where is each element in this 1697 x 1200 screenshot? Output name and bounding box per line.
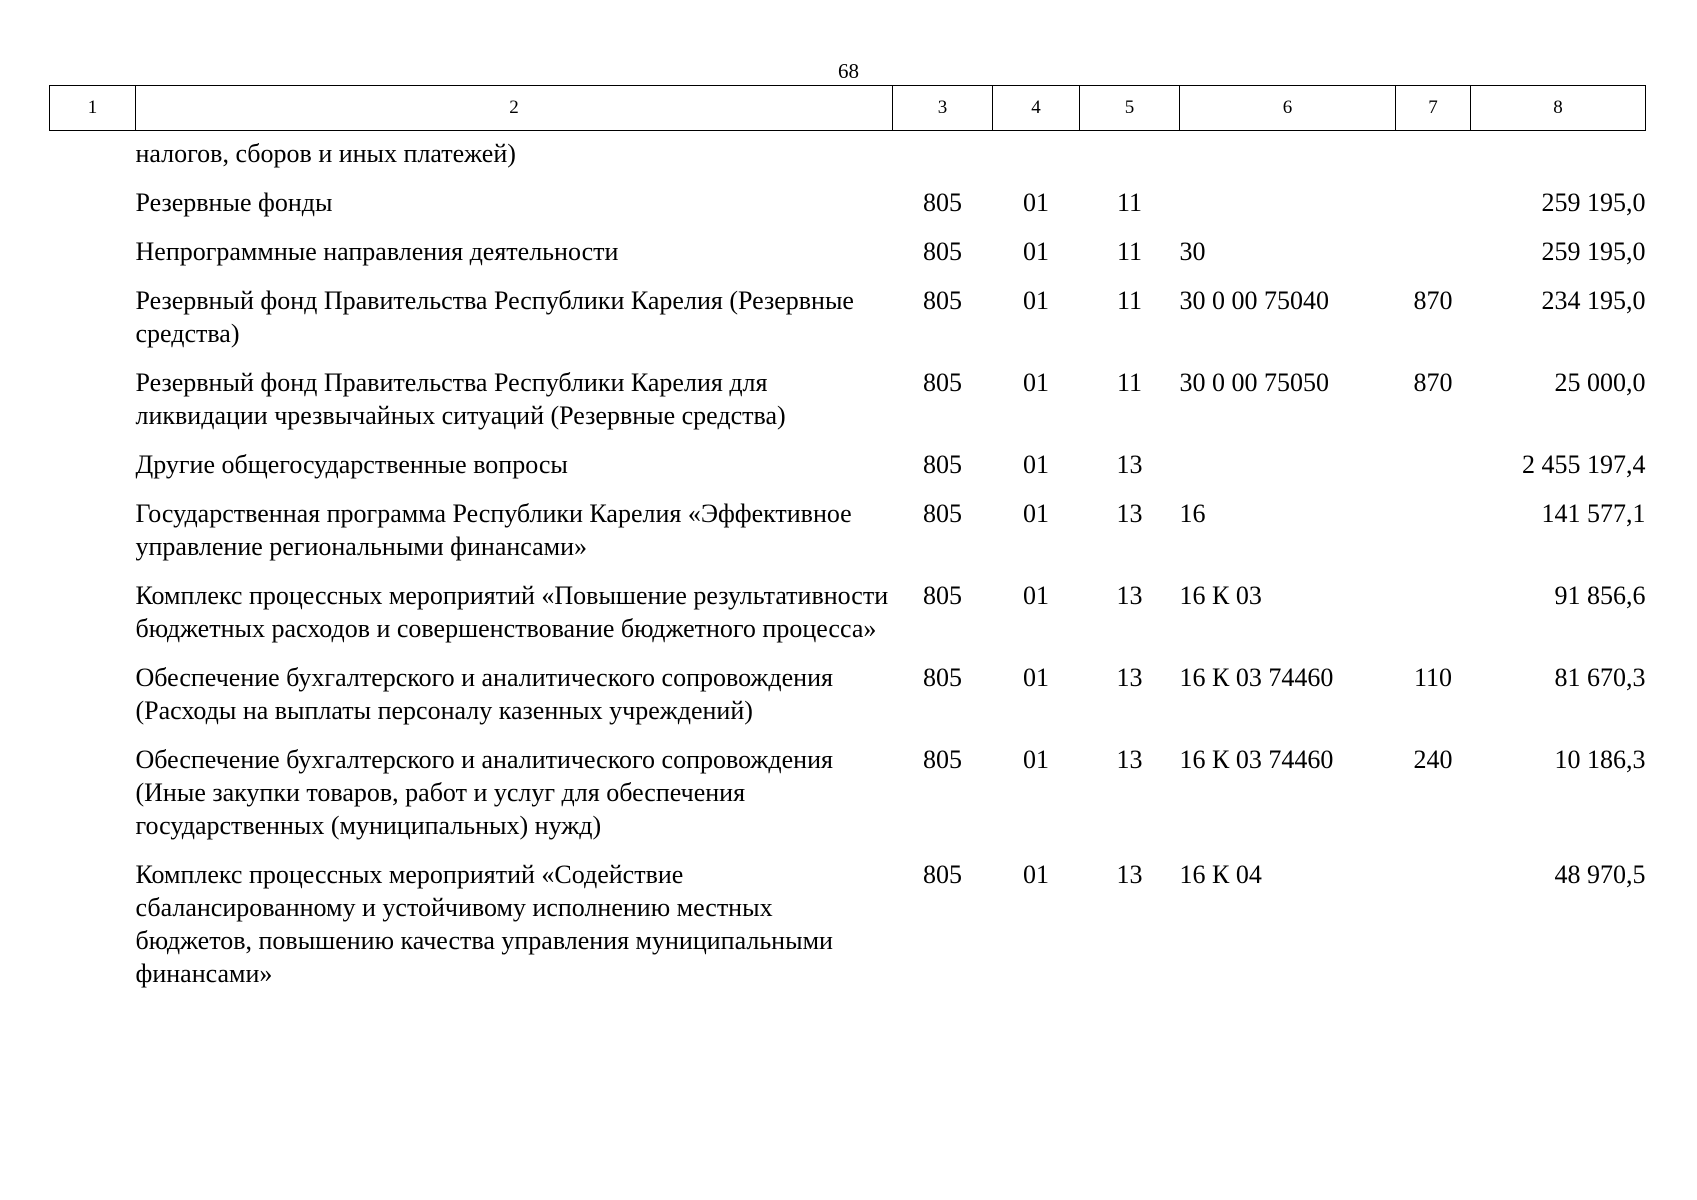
cell-empty (50, 579, 136, 661)
cell-section: 01 (1023, 237, 1049, 266)
cell-ministry (893, 131, 993, 187)
cell-amount: 141 577,1 (1541, 499, 1646, 528)
table-row (50, 661, 1646, 743)
cell-section: 01 (1023, 286, 1049, 315)
cell-empty (50, 497, 136, 579)
column-header-7: 7 (1396, 86, 1471, 131)
cell-ministry: 805 (923, 368, 962, 397)
cell-expense-type (1396, 186, 1471, 235)
cell-expense-type (1396, 131, 1471, 187)
table-header (50, 86, 1646, 131)
cell-name: Другие общегосударственные вопросы (135, 450, 568, 479)
cell-name: Комплекс процессных мероприятий «Повышение результативности бюджетных расходов и совершенствование бюджетного процесса» (135, 581, 889, 643)
cell-expense-type (1396, 497, 1471, 579)
cell-subsection: 13 (1116, 745, 1143, 774)
cell-amount: 25 000,0 (1554, 368, 1646, 397)
cell-empty (50, 235, 136, 284)
table-row (50, 858, 1646, 1006)
cell-section: 01 (1023, 663, 1049, 692)
cell-name: налогов, сборов и иных платежей) (135, 139, 516, 168)
cell-section: 01 (1023, 860, 1049, 889)
cell-empty (50, 448, 136, 497)
cell-name: Обеспечение бухгалтерского и аналитического сопровождения (Иные закупки товаров, работ и услуг для обеспечения государственных (муниципальных) нужд) (135, 745, 833, 840)
cell-target-article (1180, 448, 1396, 497)
cell-amount (1471, 131, 1646, 187)
cell-ministry: 805 (923, 745, 962, 774)
cell-section: 01 (1023, 499, 1049, 528)
cell-amount: 91 856,6 (1554, 581, 1646, 610)
table-row (50, 497, 1646, 579)
cell-section: 01 (1023, 745, 1049, 774)
cell-empty (50, 366, 136, 448)
cell-subsection: 11 (1116, 188, 1143, 217)
cell-ministry: 805 (923, 450, 962, 479)
table-row (50, 448, 1646, 497)
cell-name: Резервный фонд Правительства Республики Карелия для ликвидации чрезвычайных ситуаций (Резервные средства) (135, 368, 786, 430)
cell-target-article: 30 0 00 75040 (1179, 286, 1329, 315)
cell-expense-type (1396, 579, 1471, 661)
cell-expense-type (1396, 858, 1471, 1006)
cell-target-article: 16 К 03 (1179, 581, 1262, 610)
table-row (50, 366, 1646, 448)
cell-empty (50, 186, 136, 235)
cell-empty (50, 284, 136, 366)
cell-target-article: 16 К 04 (1179, 860, 1262, 889)
cell-target-article: 16 К 03 74460 (1179, 745, 1334, 774)
cell-name: Непрограммные направления деятельности (135, 237, 619, 266)
cell-subsection: 11 (1116, 368, 1143, 397)
cell-amount: 259 195,0 (1541, 188, 1646, 217)
cell-name: Резервные фонды (135, 188, 333, 217)
cell-subsection: 13 (1116, 499, 1143, 528)
cell-subsection: 13 (1116, 860, 1143, 889)
cell-empty (50, 743, 136, 858)
table-row (50, 743, 1646, 858)
cell-subsection: 13 (1116, 450, 1143, 479)
table-row (50, 186, 1646, 235)
cell-subsection (1080, 131, 1180, 187)
cell-expense-type: 870 (1413, 368, 1453, 397)
cell-target-article (1180, 131, 1396, 187)
cell-section (993, 131, 1080, 187)
cell-ministry: 805 (923, 581, 962, 610)
cell-expense-type: 240 (1413, 745, 1453, 774)
cell-section: 01 (1023, 368, 1049, 397)
cell-expense-type (1396, 235, 1471, 284)
cell-subsection: 13 (1116, 663, 1143, 692)
cell-section: 01 (1023, 188, 1049, 217)
table-row (50, 579, 1646, 661)
cell-amount: 234 195,0 (1541, 286, 1646, 315)
cell-subsection: 13 (1116, 581, 1143, 610)
cell-expense-type: 870 (1413, 286, 1453, 315)
column-header-4: 4 (993, 86, 1080, 131)
cell-target-article: 30 0 00 75050 (1179, 368, 1329, 397)
cell-name: Обеспечение бухгалтерского и аналитического сопровождения (Расходы на выплаты персоналу казенных учреждений) (135, 663, 833, 725)
cell-expense-type (1396, 448, 1471, 497)
cell-ministry: 805 (923, 663, 962, 692)
cell-ministry: 805 (923, 860, 962, 889)
cell-subsection: 11 (1116, 237, 1143, 266)
table-row (50, 284, 1646, 366)
cell-empty (50, 661, 136, 743)
column-header-2: 2 (136, 86, 893, 131)
page-number: 68 (838, 59, 859, 83)
cell-ministry: 805 (923, 286, 962, 315)
cell-ministry: 805 (923, 188, 962, 217)
cell-amount: 10 186,3 (1554, 745, 1646, 774)
cell-name: Резервный фонд Правительства Республики Карелия (Резервные средства) (135, 286, 854, 348)
cell-amount: 259 195,0 (1541, 237, 1646, 266)
cell-amount: 2 455 197,4 (1522, 450, 1646, 479)
table-body (50, 131, 1646, 1007)
cell-expense-type: 110 (1413, 663, 1453, 692)
cell-section: 01 (1023, 581, 1049, 610)
cell-target-article (1180, 186, 1396, 235)
column-header-8: 8 (1471, 86, 1646, 131)
cell-amount: 81 670,3 (1554, 663, 1646, 692)
cell-name: Государственная программа Республики Карелия «Эффективное управление региональными финансами» (135, 499, 852, 561)
cell-name: Комплекс процессных мероприятий «Содействие сбалансированному и устойчивому исполнению местных бюджетов, повышению качества управления муниципальными финансами» (135, 860, 833, 988)
column-header-3: 3 (893, 86, 993, 131)
cell-ministry: 805 (923, 499, 962, 528)
cell-amount: 48 970,5 (1554, 860, 1646, 889)
cell-empty (50, 131, 136, 187)
table-row (50, 235, 1646, 284)
cell-subsection: 11 (1116, 286, 1143, 315)
budget-table (49, 85, 1646, 1006)
cell-target-article: 16 (1179, 499, 1206, 528)
cell-target-article: 16 К 03 74460 (1179, 663, 1334, 692)
cell-empty (50, 858, 136, 1006)
column-header-6: 6 (1180, 86, 1396, 131)
column-header-1: 1 (50, 86, 136, 131)
table-row (50, 131, 1646, 187)
column-header-5: 5 (1080, 86, 1180, 131)
cell-target-article: 30 (1179, 237, 1206, 266)
cell-ministry: 805 (923, 237, 962, 266)
header-row (50, 86, 1646, 131)
cell-section: 01 (1023, 450, 1049, 479)
